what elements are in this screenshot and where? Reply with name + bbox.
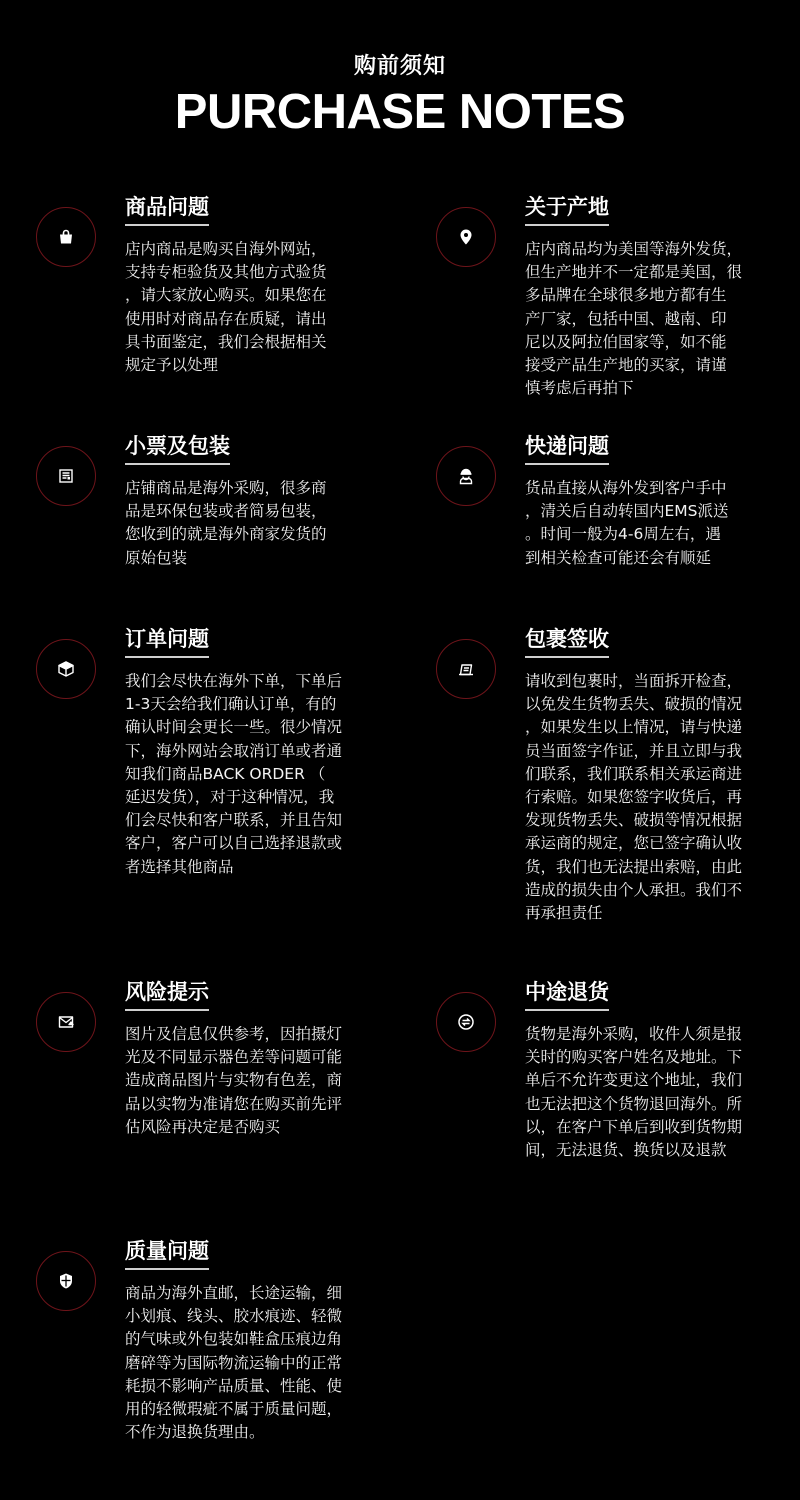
page-header bbox=[0, 52, 800, 140]
sign-receipt-icon bbox=[457, 660, 475, 678]
section-package-signing bbox=[400, 625, 780, 923]
section-body: 我们会尽快在海外下单，下单后 1-3天会给我们确认订单，有的 确认时间会更长一些。很少情况 下，海外网站会取消订单或者通 知我们商品BACK ORDER （ 延迟发货），对于这种情况，我 们会尽快和客户联系，并且告知 客户，客户可以自己选择退款或 者选择其他商品 bbox=[125, 672, 343, 876]
package-box-icon bbox=[57, 660, 75, 678]
section-title: 订单问题 bbox=[125, 625, 209, 658]
receipt-icon-ring bbox=[36, 446, 96, 506]
receipt-icon bbox=[57, 467, 75, 485]
section-title: 快递问题 bbox=[525, 432, 609, 465]
return-exchange-icon bbox=[457, 1013, 475, 1031]
section-body: 货品直接从海外发到客户手中 ，清关后自动转国内EMS派送 。时间一般为4-6周左右，遇 到相关检查可能还会有顺延 bbox=[525, 479, 729, 567]
section-title: 中途退货 bbox=[525, 978, 609, 1011]
location-pin-icon-ring bbox=[436, 207, 496, 267]
section-title: 商品问题 bbox=[125, 193, 209, 226]
package-box-icon-ring bbox=[36, 639, 96, 699]
section-body: 店铺商品是海外采购，很多商 品是环保包装或者简易包装， 您收到的就是海外商家发货的 原始包装 bbox=[125, 479, 327, 567]
section-risk-notice bbox=[0, 978, 380, 1178]
section-origin bbox=[400, 193, 780, 398]
section-shipping bbox=[400, 432, 780, 632]
section-body: 请收到包裹时，当面拆开检查， 以免发生货物丢失、破损的情况 ，如果发生以上情况，请与快递 员当面签字作证，并且立即与我 们联系，我们联系相关承运商进 行索赔。如果您签字收货后，再 发现货物丢失、破损等情况根据 承运商的规定，您已签字确认收 货，我们也无法提出索赔，由此 造成的损失由个人承担。我们不 再承担责任 bbox=[525, 672, 743, 923]
warning-mail-icon bbox=[57, 1013, 75, 1031]
section-body: 商品为海外直邮，长途运输，细 小划痕、线头、胶水痕迹、轻微 的气味或外包装如鞋盒压痕边角 磨碎等为国际物流运输中的正常 耗损不影响产品质量、性能、使 用的轻微瑕疵不属于质量问题， 不作为退换货理由。 bbox=[125, 1284, 343, 1442]
shopping-bag-icon-ring bbox=[36, 207, 96, 267]
shopping-bag-icon bbox=[57, 228, 75, 246]
section-order-issues bbox=[0, 625, 380, 876]
section-title: 风险提示 bbox=[125, 978, 209, 1011]
section-title: 小票及包装 bbox=[125, 432, 230, 465]
section-body: 图片及信息仅供参考，因拍摄灯 光及不同显示器色差等问题可能 造成商品图片与实物有色差，商 品以实物为准请您在购买前先评 估风险再决定是否购买 bbox=[125, 1025, 343, 1136]
section-title: 包裹签收 bbox=[525, 625, 609, 658]
section-body: 货物是海外采购，收件人须是报 关时的购买客户姓名及地址。下 单后不允许变更这个地址，我们 也无法把这个货物退回海外。所 以，在客户下单后到收到货物期 间，无法退货、换货以及退款 bbox=[525, 1025, 743, 1160]
page-title-cn: 购前须知 bbox=[353, 54, 446, 79]
location-pin-icon bbox=[457, 228, 475, 246]
section-midway-return bbox=[400, 978, 780, 1178]
shield-icon bbox=[57, 1272, 75, 1290]
courier-icon-ring bbox=[436, 446, 496, 506]
page-title-en: PURCHASE NOTES bbox=[174, 85, 626, 139]
courier-icon bbox=[457, 467, 475, 485]
sign-receipt-icon-ring bbox=[436, 639, 496, 699]
section-product-issues bbox=[0, 193, 380, 393]
return-exchange-icon-ring bbox=[436, 992, 496, 1052]
section-receipt-packaging bbox=[0, 432, 380, 632]
section-body: 店内商品是购买自海外网站， 支持专柜验货及其他方式验货 ，请大家放心购买。如果您在 使用时对商品存在质疑，请出 具书面鉴定，我们会根据相关 规定予以处理 bbox=[125, 240, 327, 375]
section-title: 质量问题 bbox=[125, 1237, 209, 1270]
section-quality-issues bbox=[0, 1237, 380, 1442]
section-title: 关于产地 bbox=[525, 193, 609, 226]
section-body: 店内商品均为美国等海外发货， 但生产地并不一定都是美国，很 多品牌在全球很多地方都有生 产厂家，包括中国、越南、印 尼以及阿拉伯国家等，如不能 接受产品生产地的买家，请谨 慎考虑后再拍下 bbox=[525, 240, 743, 398]
warning-mail-icon-ring bbox=[36, 992, 96, 1052]
shield-icon-ring bbox=[36, 1251, 96, 1311]
